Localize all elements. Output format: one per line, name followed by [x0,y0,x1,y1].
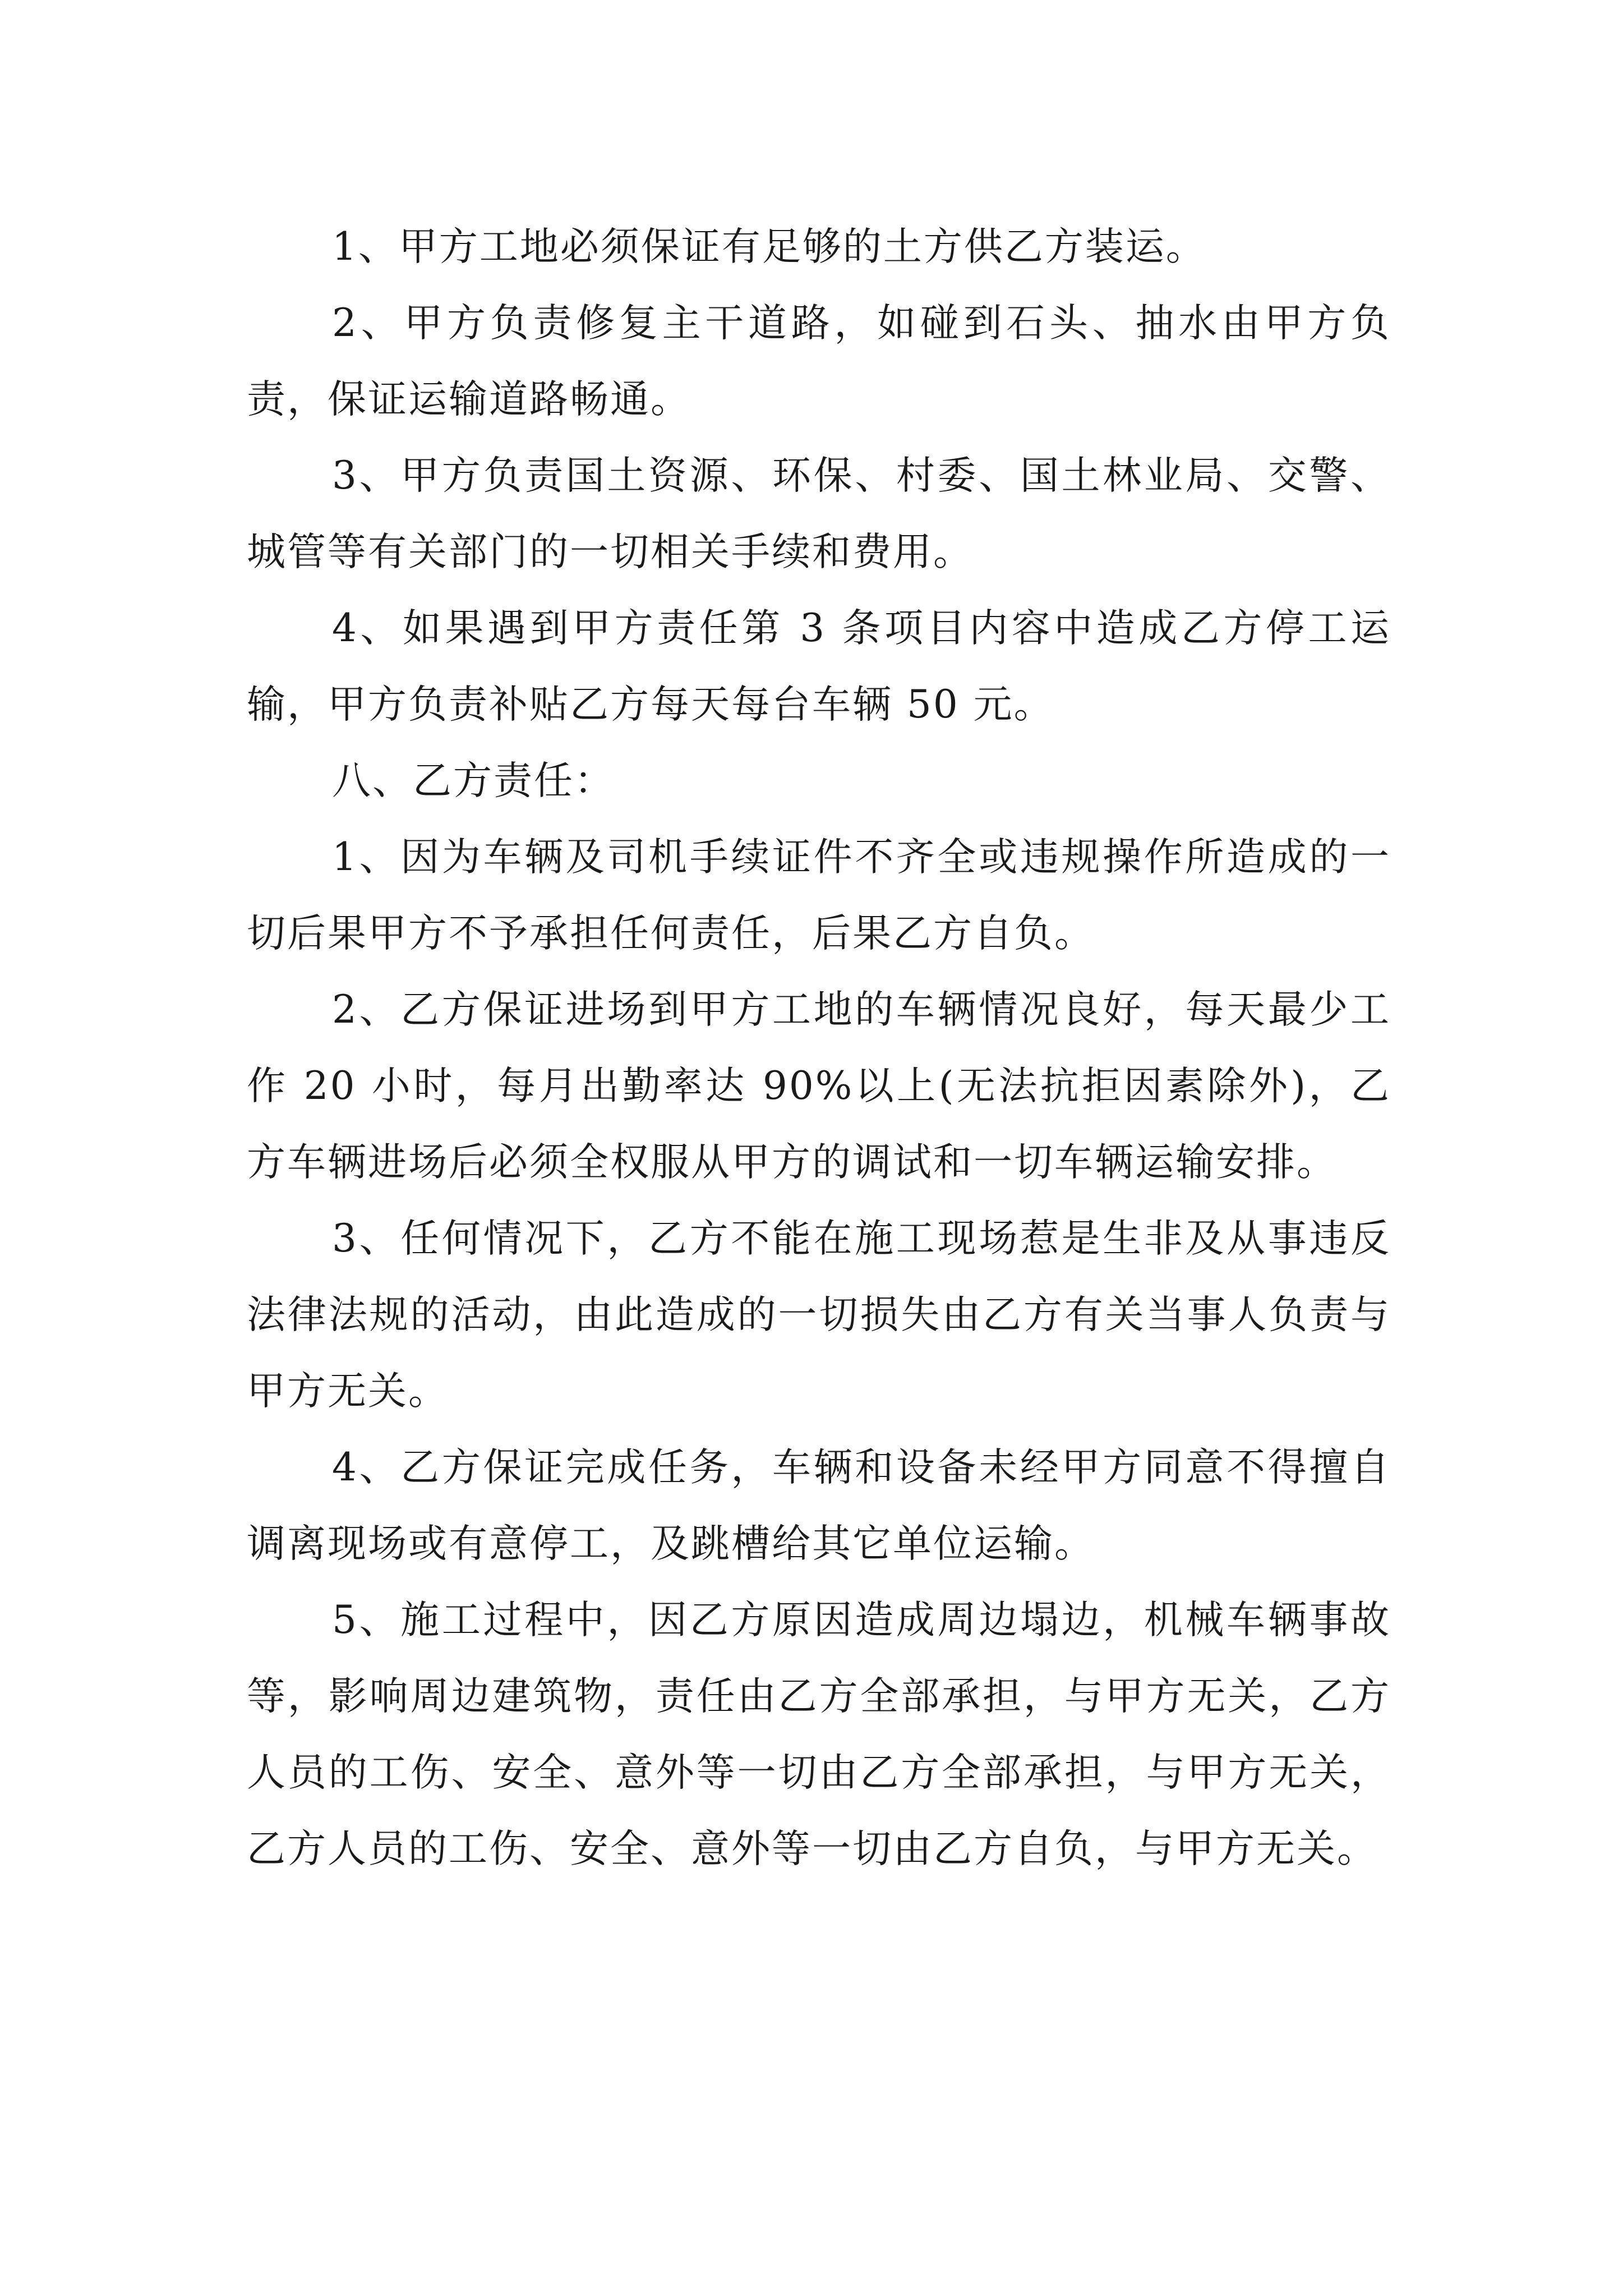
paragraph-yi-2: 2、乙方保证进场到甲方工地的车辆情况良好，每天最少工作 20 小时，每月出勤率达 90%以上(无法抗拒因素除外)，乙方车辆进场后必须全权服从甲方的调试和一切车辆运输安排。 [247,987,1391,1185]
document-body [247,209,1391,1887]
section-heading-yi-responsibility: 八、乙方责任： [332,758,615,803]
paragraph-jia-3: 3、甲方负责国土资源、环保、村委、国土林业局、交警、城管等有关部门的一切相关手续和费用。 [247,453,1391,574]
paragraph-yi-4: 4、乙方保证完成任务，车辆和设备未经甲方同意不得擅自调离现场或有意停工，及跳槽给其它单位运输。 [247,1445,1391,1566]
paragraph-jia-1: 1、甲方工地必须保证有足够的土方供乙方装运。 [332,224,1206,269]
paragraph-yi-1: 1、因为车辆及司机手续证件不齐全或违规操作所造成的一切后果甲方不予承担任何责任，后果乙方自负。 [247,835,1391,956]
paragraph-jia-4: 4、如果遇到甲方责任第 3 条项目内容中造成乙方停工运输，甲方负责补贴乙方每天每台车辆 50 元。 [247,606,1391,727]
paragraph-yi-5: 5、施工过程中，因乙方原因造成周边塌边，机械车辆事故等，影响周边建筑物，责任由乙方全部承担，与甲方无关，乙方人员的工伤、安全、意外等一切由乙方全部承担，与甲方无关，乙方人员的工伤、安全、意外等一切由乙方自负，与甲方无关。 [247,1598,1391,1871]
paragraph-jia-2: 2、甲方负责修复主干道路，如碰到石头、抽水由甲方负责，保证运输道路畅通。 [247,301,1391,422]
paragraph-yi-3: 3、任何情况下，乙方不能在施工现场惹是生非及从事违反法律法规的活动，由此造成的一切损失由乙方有关当事人负责与甲方无关。 [247,1216,1391,1414]
